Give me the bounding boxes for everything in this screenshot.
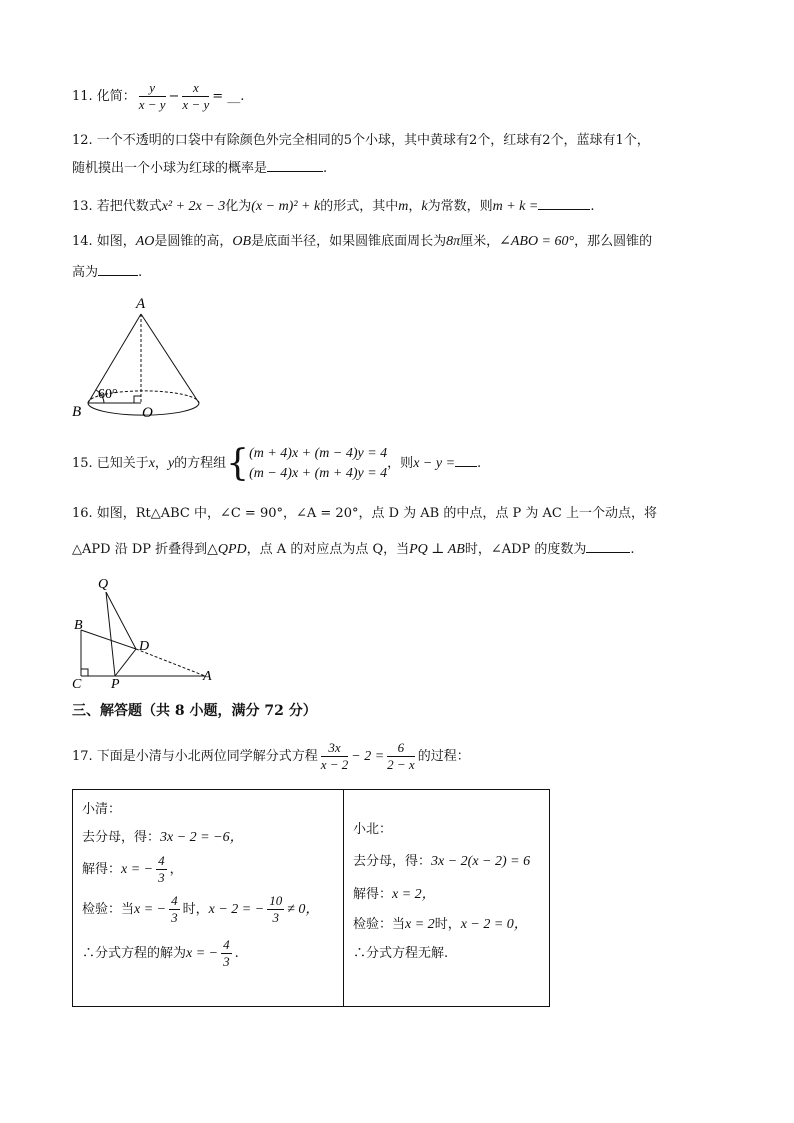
step-3: 检验：当x = 2时，x − 2 = 0，: [353, 917, 528, 932]
student-name: 小北：: [353, 822, 393, 837]
answer-blank: [538, 197, 590, 210]
label-D: D: [139, 639, 150, 654]
question-text: 一个不透明的口袋中有除颜色外完全相同的5个小球，其中黄球有2个，红球有2个，蓝球有1个，: [96, 133, 650, 148]
fraction: $\frac{10}{3}$: [269, 893, 283, 925]
question-number: 16.: [72, 506, 93, 521]
step-1: 去分母，得：3x − 2 = −6，: [82, 830, 244, 845]
fraction: $\frac{4}{3}$: [171, 893, 178, 925]
label-O: O: [142, 405, 153, 421]
answer-blank: [586, 540, 630, 553]
math-expr: x² + 2x − 3: [161, 199, 226, 214]
question-number: 13.: [72, 199, 93, 214]
step-2: 解得：x = − $\frac{4}{3}$ ，: [82, 853, 183, 885]
label-A: A: [203, 669, 212, 684]
step-1: 去分母，得：3x − 2(x − 2) = 6: [353, 854, 531, 869]
question-number: 17.: [72, 749, 93, 764]
label-A: A: [136, 296, 146, 312]
cone-slant-right: [141, 314, 199, 403]
question-number: 11.: [72, 89, 93, 104]
step-2: 解得：x = 2，: [353, 887, 436, 902]
question-13: 13. 若把代数式x² + 2x − 3化为(x − m)² + k的形式，其中m，k为常数，则m + k = .: [72, 199, 595, 214]
question-number: 14.: [72, 234, 93, 249]
right-angle-mark: [134, 396, 141, 403]
label-angle: 60°: [98, 387, 118, 402]
right-angle-mark: [81, 669, 88, 676]
question-12-line2: 随机摸出一个小球为红球的概率是 .: [72, 161, 328, 176]
fraction: $\frac{3x}{x - 2}$: [320, 740, 349, 772]
step-3: 检验：当x = − $\frac{4}{3}$ 时，x − 2 = − $\frac{10}{3}$ ≠ 0，: [82, 893, 320, 925]
answer-blank: = __.: [212, 89, 245, 104]
question-number: 12.: [72, 133, 93, 148]
solution-xiaoqing: [73, 790, 344, 1007]
system-brace: {: [226, 443, 250, 484]
label-Q: Q: [98, 577, 109, 592]
answer-blank: [98, 263, 138, 276]
math-expr: (x − m)² + k: [251, 199, 321, 214]
question-11: 11. 化简： $\frac{y}{x - y}$ − $\frac{x}{x - y}$ = __.: [72, 80, 245, 112]
fold-figure: [66, 572, 226, 688]
step-4: ∴分式方程的解为x = − $\frac{4}{3}$ .: [82, 937, 239, 969]
step-4: ∴分式方程无解.: [353, 946, 449, 961]
segment-PD: [115, 649, 136, 676]
fraction: $\frac{6}{2 - x}$: [387, 740, 415, 772]
solution-xiaobei: [344, 790, 550, 1007]
equation-system: [249, 444, 387, 484]
equation-1: (m + 4)x + (m − 4)y = 4: [249, 446, 388, 461]
fraction: $\frac{y}{x - y}$: [138, 80, 166, 112]
question-16: [72, 503, 657, 525]
question-text: 如图，Rt△ABC 中，∠C = 90°，∠A = 20°，点 D 为 AB 的中点，点 P 为 AC 上一个动点，将: [96, 506, 657, 521]
section-heading: 三、解答题（共 8 小题，满分 72 分）: [72, 703, 317, 719]
equation-2: (m − 4)x + (m + 4)y = 4: [249, 466, 388, 481]
answer-blank: [267, 159, 323, 172]
question-15: 15. 已知关于x，y的方程组{ (m + 4)x + (m − 4)y = 4 (m − 4)x + (m + 4)y = 4 ，则x − y = .: [72, 443, 482, 484]
fraction: $\frac{4}{3}$: [158, 853, 165, 885]
solution-table: [72, 789, 550, 1007]
math-expr: m + k =: [492, 199, 539, 214]
fraction: $\frac{4}{3}$: [223, 937, 230, 969]
student-name: 小清：: [82, 802, 122, 817]
answer-blank: [455, 454, 477, 467]
question-12: [72, 130, 650, 152]
question-number: 15.: [72, 456, 93, 471]
question-14: 14. 如图，AO是圆锥的高，OB是底面半径，如果圆锥底面周长为8π厘米，∠ABO = 60°，那么圆锥的: [72, 234, 653, 249]
segment-QP: [106, 592, 115, 676]
question-text: 随机摸出一个小球为红球的概率是: [72, 161, 268, 176]
label-P: P: [111, 677, 120, 688]
question-14-line2: 高为 .: [72, 265, 143, 280]
question-16-line2: △APD 沿 DP 折叠得到△QPD，点 A 的对应点为点 Q，当PQ ⊥ AB时，∠ADP 的度数为 .: [72, 542, 635, 557]
fraction: $\frac{x}{x - y}$: [182, 80, 210, 112]
question-17: 17. 下面是小清与小北两位同学解分式方程 $\frac{3x}{x - 2}$ − 2 = $\frac{6}{2 - x}$ 的过程：: [72, 740, 470, 772]
question-text: 化简：: [96, 89, 136, 104]
label-C: C: [72, 677, 82, 688]
label-B: B: [74, 618, 83, 633]
cone-figure: [60, 288, 220, 428]
label-B: B: [72, 404, 82, 420]
